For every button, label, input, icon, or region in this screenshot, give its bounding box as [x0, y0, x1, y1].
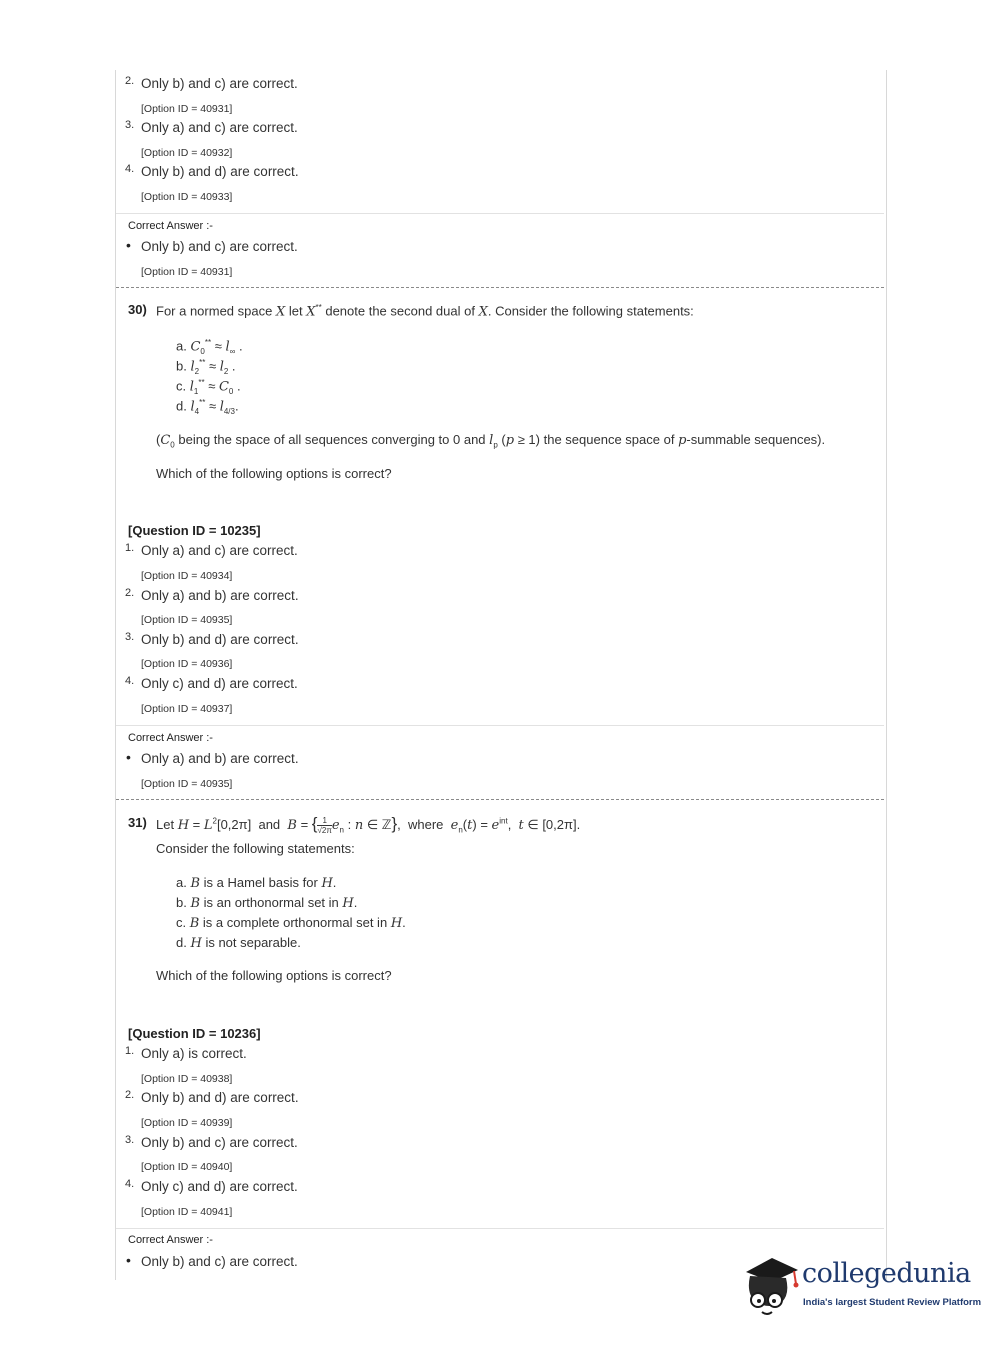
option-id: [Option ID = 40932] — [141, 147, 233, 159]
option-text: Only c) and d) are correct. — [141, 676, 298, 691]
option-number: 4. — [125, 675, 135, 687]
mascot-icon — [742, 1250, 802, 1320]
question-id: [Question ID = 10236] — [128, 1026, 261, 1041]
question-prompt: Which of the following options is correct? — [156, 466, 392, 481]
option-id: [Option ID = 40935] — [141, 614, 233, 626]
question-prompt: Which of the following options is correct? — [156, 968, 392, 983]
option-text: Only b) and d) are correct. — [141, 632, 299, 647]
statement-a: a. $C_0^{**} \approx l_\infty$ . — [176, 338, 243, 356]
bullet-icon: • — [126, 749, 131, 765]
question-id: [Question ID = 10235] — [128, 523, 261, 538]
option-number: 3. — [125, 1134, 135, 1146]
option-text: Only a) is correct. — [141, 1046, 247, 1061]
option-number: 1. — [125, 1045, 135, 1057]
option-text: Only a) and c) are correct. — [141, 543, 298, 558]
statement-d: d. $l_4^{**} \approx l_{4/3}$. — [176, 398, 239, 416]
option-text: Only c) and d) are correct. — [141, 1179, 298, 1194]
correct-answer-label: Correct Answer :- — [128, 732, 213, 744]
option-text: Only b) and c) are correct. — [141, 1135, 298, 1150]
statement-a: a. B is a Hamel basis for H. — [176, 875, 337, 891]
question-31-consider: Consider the following statements: — [156, 841, 355, 856]
option-text: Only a) and c) are correct. — [141, 120, 298, 135]
logo-tagline: India's largest Student Review Platform — [803, 1297, 982, 1308]
question-separator — [116, 287, 884, 288]
option-id: [Option ID = 40938] — [141, 1073, 233, 1085]
question-number: 31) — [128, 815, 147, 830]
option-id: [Option ID = 40934] — [141, 570, 233, 582]
correct-answer-id: [Option ID = 40935] — [141, 778, 233, 790]
option-number: 3. — [125, 631, 135, 643]
collegedunia-logo — [742, 1250, 982, 1320]
option-id: [Option ID = 40931] — [141, 103, 233, 115]
statement-c: c. $l_1^{**} \approx C_0$ . — [176, 378, 241, 396]
divider — [116, 725, 884, 726]
correct-answer-text: Only a) and b) are correct. — [141, 751, 299, 766]
option-text: Only b) and d) are correct. — [141, 164, 299, 179]
option-number: 1. — [125, 542, 135, 554]
statement-c: c. B is a complete orthonormal set in H. — [176, 915, 406, 931]
option-id: [Option ID = 40936] — [141, 658, 233, 670]
option-text: Only a) and b) are correct. — [141, 588, 299, 603]
bullet-icon: • — [126, 237, 131, 253]
question-30-intro: For a normed space X let X** denote the second dual of X. Consider the following statements: — [156, 303, 694, 320]
option-id: [Option ID = 40940] — [141, 1161, 233, 1173]
option-number: 4. — [125, 163, 135, 175]
question-30-note: ($C_0$ being the space of all sequences converging to 0 and $l_p$ (p ≥ 1) the sequence space of p-summable sequences). — [156, 432, 826, 450]
option-number: 4. — [125, 1178, 135, 1190]
question-number: 30) — [128, 302, 147, 317]
correct-answer-text: Only b) and c) are correct. — [141, 239, 298, 254]
correct-answer-label: Correct Answer :- — [128, 220, 213, 232]
correct-answer-label: Correct Answer :- — [128, 1234, 213, 1246]
statement-d: d. H is not separable. — [176, 935, 301, 951]
question-31-intro: Let $H = L^2[0,2\pi]$ and B = { $\frac{1}{√2\pi}$ $e_n$ : n ∈ ℤ}, where $e_n(t) = e^{int}$, t ∈ [0,2π]. — [156, 814, 581, 836]
question-separator — [116, 799, 884, 800]
option-id: [Option ID = 40933] — [141, 191, 233, 203]
option-id: [Option ID = 40937] — [141, 703, 233, 715]
option-number: 2. — [125, 587, 135, 599]
option-id: [Option ID = 40939] — [141, 1117, 233, 1129]
correct-answer-text: Only b) and c) are correct. — [141, 1254, 298, 1269]
bullet-icon: • — [126, 1252, 131, 1268]
correct-answer-id: [Option ID = 40931] — [141, 266, 233, 278]
option-text: Only b) and c) are correct. — [141, 76, 298, 91]
option-number: 2. — [125, 1089, 135, 1101]
statement-b: b. $l_2^{**} \approx l_2$ . — [176, 358, 236, 376]
option-number: 2. — [125, 75, 135, 87]
divider — [116, 213, 884, 214]
divider — [116, 1228, 884, 1229]
logo-wordmark: collegedunia — [802, 1258, 971, 1289]
statement-b: b. B is an orthonormal set in H. — [176, 895, 358, 911]
option-id: [Option ID = 40941] — [141, 1206, 233, 1218]
option-number: 3. — [125, 119, 135, 131]
option-text: Only b) and d) are correct. — [141, 1090, 299, 1105]
